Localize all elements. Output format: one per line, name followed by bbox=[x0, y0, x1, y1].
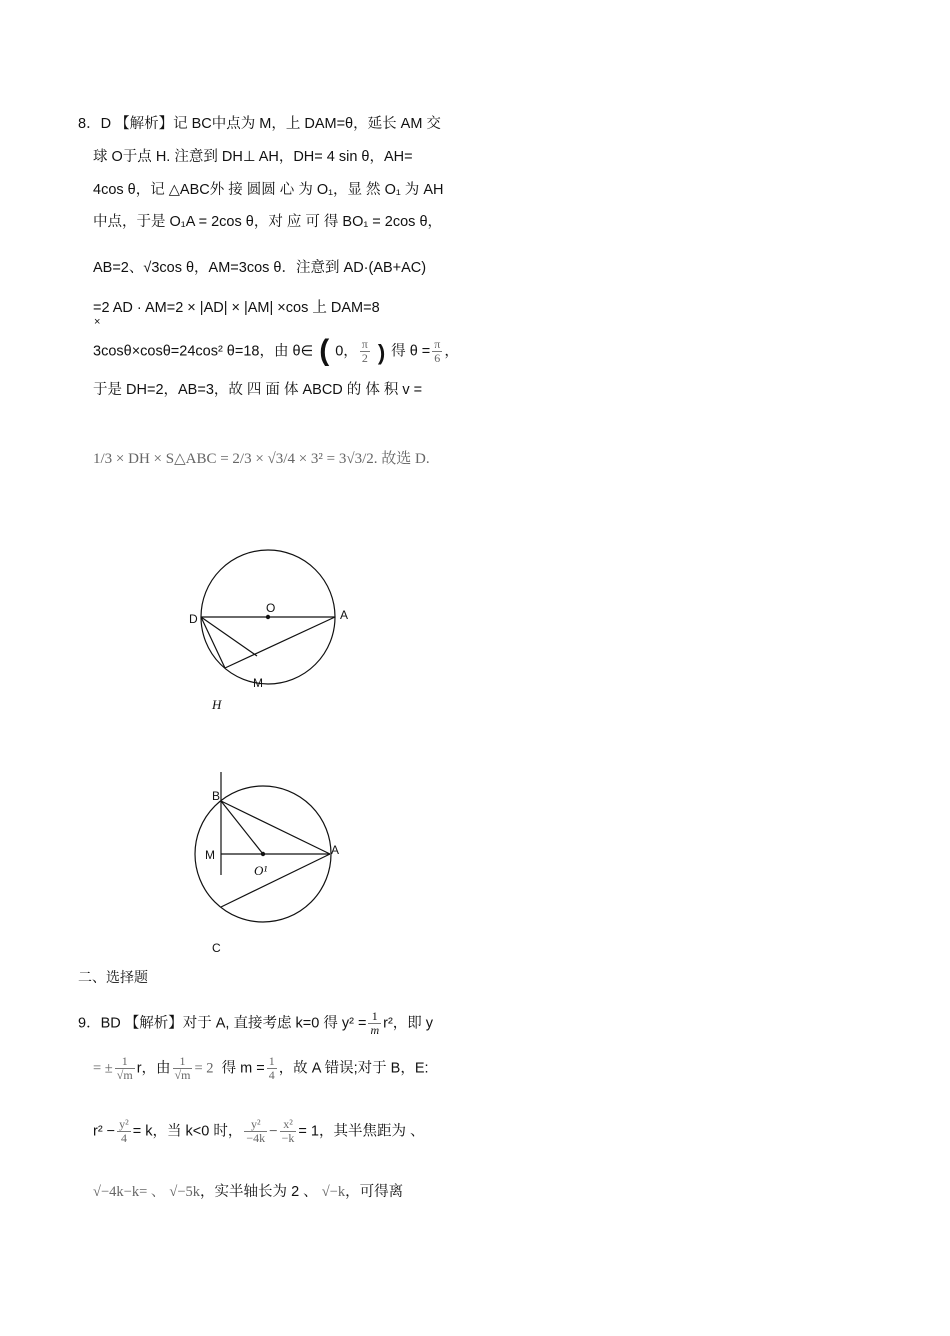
figure-1-label-d: D bbox=[189, 612, 198, 626]
figure-2-label-o1: O¹ bbox=[254, 863, 268, 878]
figure-2-label-a: A bbox=[331, 843, 340, 857]
q9-sqrt-neg5k: √−5k bbox=[169, 1184, 201, 1200]
q9-frac-1-over-sqrtm: $\frac{1}{√m}$ bbox=[116, 1054, 133, 1082]
figure-2-label-m: M bbox=[205, 848, 215, 862]
q9-r2-minus: r² − bbox=[93, 1123, 116, 1140]
q9-minus: − bbox=[269, 1123, 278, 1140]
q9-eq-k: = k，当 k<0 时， bbox=[132, 1123, 243, 1140]
figure-2 bbox=[190, 770, 370, 960]
figure-2-label-c: C bbox=[212, 941, 221, 955]
q9-eq-2: = 2 bbox=[194, 1060, 214, 1077]
q9-line-4-end: ，可得离 bbox=[345, 1184, 404, 1200]
q9-line-1 bbox=[78, 1010, 433, 1046]
q9-line-3-end: = 1，其半焦距为 、 bbox=[298, 1123, 425, 1140]
q9-line-2-end: ，故 A 错误;对于 B，E: bbox=[278, 1060, 429, 1077]
q8-line-5: AB=2、√3cos θ，AM=3cos θ．注意到 AD·(AB+AC) bbox=[93, 260, 427, 276]
q9-frac-y2-over-4: $\frac{\text{y²}}{4}$ bbox=[119, 1117, 129, 1145]
q9-frac-x2-over-negk: $\frac{\text{x²}}{-k}$ bbox=[281, 1117, 295, 1145]
q8-pi-over-6: $\frac{\pi}{6}$ bbox=[434, 337, 441, 365]
q8-line-7-text: 3cosθ×cosθ=24cos² θ=18，由 θ∈ bbox=[93, 343, 314, 360]
q8-line-6-times: × bbox=[94, 316, 101, 328]
figure-1-label-m: M bbox=[253, 676, 263, 690]
q8-line-4: 中点，于是 O₁A = 2cos θ，对 应 可 得 BO₁ = 2cos θ， bbox=[93, 214, 443, 230]
figure-1-diagram bbox=[180, 540, 380, 730]
q9-frac-1-over-m: $\frac{1}{m}$ bbox=[370, 1009, 380, 1037]
q9-line-1-end: r²，即 y bbox=[383, 1015, 434, 1032]
figure-2-label-b: B bbox=[212, 789, 221, 803]
q8-line-3: 4cos θ，记 △ABC外 接 圆圆 心 为 O₁，显 然 O₁ 为 AH bbox=[93, 182, 444, 198]
q8-close-paren: ) bbox=[377, 340, 386, 366]
figure-1-label-h: H bbox=[212, 697, 222, 712]
q8-pi-over-2: $\frac{\pi}{2}$ bbox=[361, 337, 368, 365]
q9-real-semi-axis: ，实半轴长为 2 、 bbox=[200, 1184, 318, 1200]
section-title: 二、选择题 bbox=[78, 969, 148, 985]
q9-frac-1-over-4: $\frac{1}{4}$ bbox=[268, 1054, 275, 1082]
figure-1 bbox=[180, 540, 380, 730]
q9-line-3 bbox=[93, 1118, 424, 1158]
q8-volume-formula: 1/3 × DH × S△ABC = 2/3 × √3/4 × 3² = 3√3/2. 故选 D. bbox=[93, 451, 430, 467]
q9-m-eq: 得 m = bbox=[221, 1060, 265, 1077]
figure-1-label-a: A bbox=[340, 608, 349, 622]
q8-line-8: 于是 DH=2，AB=3，故 四 面 体 ABCD 的 体 积 v = bbox=[93, 382, 423, 398]
q8-zero: 0， bbox=[335, 343, 358, 360]
q9-pm: = ± bbox=[93, 1060, 113, 1077]
q9-line-4 bbox=[93, 1182, 403, 1202]
q9-frac-y2-over-neg4k: $\frac{\text{y²}}{-4k}$ bbox=[246, 1117, 266, 1145]
q8-open-paren: ( bbox=[319, 334, 330, 368]
figure-1-label-o: O bbox=[266, 601, 276, 615]
q9-line-1-text: 9．BD 【解析】对于 A, 直接考虑 k=0 得 y² = bbox=[78, 1015, 367, 1032]
q8-line-1: 8．D 【解析】记 BC中点为 M，上 DAM=θ，延长 AM 交 bbox=[78, 116, 441, 132]
q9-line-2 bbox=[93, 1055, 429, 1099]
q9-frac-1-over-sqrtm-b: $\frac{1}{√m}$ bbox=[174, 1054, 191, 1082]
q9-r-by: r，由 bbox=[136, 1060, 171, 1077]
q9-sqrt-negk: √−k bbox=[321, 1184, 346, 1200]
q8-line-7 bbox=[93, 334, 459, 370]
q8-theta-eq: 得 θ = bbox=[391, 343, 431, 360]
q8-line-6: =2 AD · AM=2 × |AD| × |AM| ×cos 上 DAM=8 bbox=[93, 300, 380, 316]
q8-comma: ， bbox=[444, 343, 459, 360]
q9-sqrt-neg4k: √−4k−k= 、 bbox=[93, 1184, 166, 1200]
q8-line-2: 球 O于点 H. 注意到 DH⊥ AH，DH= 4 sin θ，AH= bbox=[93, 149, 413, 165]
